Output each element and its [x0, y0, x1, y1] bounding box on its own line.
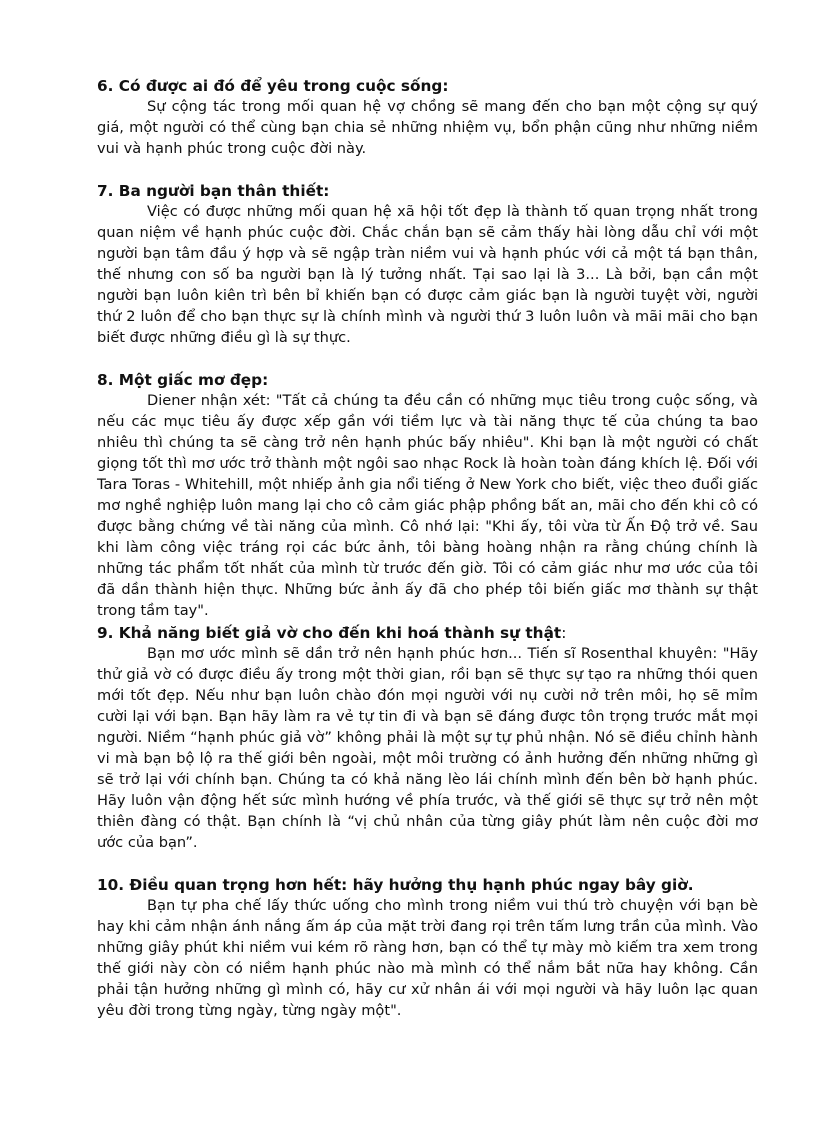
section-heading	[97, 623, 758, 643]
section-heading	[97, 370, 758, 390]
section-body: Bạn tự pha chế lấy thức uống cho mình trong niềm vui thú trò chuyện với bạn bè hay khi cảm nhận ánh nắng ấm áp của mặt trời đang rọi trên tấm lưng trần của mình. Vào những giây phút khi niềm vui kém rõ ràng hơn, bạn có thể tự mày mò kiếm tra xem trong thế giới này còn có niềm hạnh phúc nào mà mình có thể nắm bắt nữa hay không. Cần phải tận hưởng những gì mình có, hãy cư xử nhân ái với mọi người và hãy luôn lạc quan yêu đời trong từng ngày, từng ngày một".	[97, 897, 758, 1019]
section-6	[97, 76, 758, 159]
section-heading	[97, 76, 758, 96]
section-8	[97, 370, 758, 621]
section-body: Diener nhận xét: "Tất cả chúng ta đều cần có những mục tiêu trong cuộc sống, và nếu các mục tiêu ấy được xếp gần với tiềm lực và tài năng thực tế của chúng ta bao nhiêu thì chúng ta sẽ càng trở nên hạnh phúc bấy nhiêu". Khi bạn là một người có chất giọng tốt thì mơ ước trở thành một ngôi sao nhạc Rock là hoàn toàn đáng khích lệ. Đối với Tara Toras - Whitehill, một nhiếp ảnh gia nổi tiếng ở New York cho biết, việc theo đuổi giấc mơ nghề nghiệp luôn mang lại cho cô cảm giác phập phồng bất an, mãi cho đến khi cô có được bằng chứng về tài năng của mình. Cô nhớ lại: "Khi ấy, tôi vừa từ Ấn Độ trở về. Sau khi làm công việc tráng rọi các bức ảnh, tôi bàng hoàng nhận ra rằng chúng chính là những tác phẩm tốt nhất của mình từ trước đến giờ. Tôi có cảm giác như mơ ước của tôi đã dần thành hiện thực. Những bức ảnh ấy đã cho phép tôi biến giấc mơ thành sự thật trong tầm tay".	[97, 392, 758, 619]
section-body: Sự cộng tác trong mối quan hệ vợ chồng sẽ mang đến cho bạn một cộng sự quý giá, một người có thể cùng bạn chia sẻ những nhiệm vụ, bổn phận cũng như những niềm vui và hạnh phúc trong cuộc đời này.	[97, 98, 758, 157]
section-7	[97, 181, 758, 348]
section-10	[97, 875, 758, 1021]
section-body: Việc có được những mối quan hệ xã hội tốt đẹp là thành tố quan trọng nhất trong quan niệm về hạnh phúc cuộc đời. Chắc chắn bạn sẽ cảm thấy hài lòng dẫu chỉ với một người bạn tâm đầu ý hợp và sẽ ngập tràn niềm vui và hạnh phúc với cả một tá bạn thân, thế nhưng con số ba người bạn là lý tưởng nhất. Tại sao lại là 3... Là bởi, bạn cần một người bạn luôn kiên trì bên bỉ khiến bạn có được cảm giác bạn là người tuyệt vời, người thứ 2 luôn để cho bạn thực sự là chính mình và người thứ 3 luôn luôn và mãi mãi cho bạn biết được những điều gì là sự thực.	[97, 203, 758, 346]
section-spacer	[97, 348, 758, 370]
section-spacer	[97, 853, 758, 875]
section-body: Bạn mơ ước mình sẽ dần trở nên hạnh phúc hơn... Tiến sĩ Rosenthal khuyên: "Hãy thử giả vờ có được điều ấy trong một thời gian, rồi bạn sẽ thực sự tạo ra những thói quen mới tốt đẹp. Nếu như bạn luôn chào đón mọi người với nụ cười nở trên môi, họ sẽ mỉm cười lại với bạn. Bạn hãy làm ra vẻ tự tin đi và bạn sẽ đáng được tôn trọng trước mắt mọi người. Niềm “hạnh phúc giả vờ” không phải là một sự tự phủ nhận. Nó sẽ điều chỉnh hành vi mà bạn bộ lộ ra thế giới bên ngoài, một môi trường có ảnh hưởng đến những những gì sẽ trở lại với chính bạn. Chúng ta có khả năng lèo lái chính mình đến bên bờ hạnh phúc. Hãy luôn vận động hết sức mình hướng về phía trước, và thế giới sẽ thực sự trở nên một thiên đàng có thật. Bạn chính là “vị chủ nhân của từng giây phút làm nên cuộc đời mơ ước của bạn”.	[97, 645, 758, 851]
section-9	[97, 623, 758, 853]
section-heading	[97, 875, 758, 895]
heading-text: 9. Khả năng biết giả vờ cho đến khi hoá thành sự thật	[97, 624, 562, 642]
heading-text: 8. Một giấc mơ đẹp:	[97, 371, 269, 389]
heading-text: 6. Có được ai đó để yêu trong cuộc sống:	[97, 77, 449, 95]
heading-colon: :	[561, 624, 567, 642]
heading-text: 7. Ba người bạn thân thiết:	[97, 182, 330, 200]
section-spacer	[97, 159, 758, 181]
section-heading	[97, 181, 758, 201]
heading-text: 10. Điều quan trọng hơn hết: hãy hưởng thụ hạnh phúc ngay bây giờ.	[97, 876, 694, 894]
